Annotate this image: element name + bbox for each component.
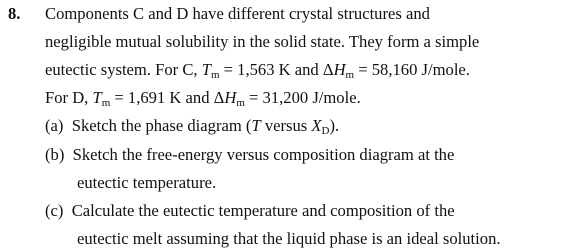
d-tm-value: = 1,691 K and Δ (110, 88, 225, 107)
part-a-versus: versus (260, 116, 312, 135)
c-tm-subscript: m (210, 69, 220, 81)
problem-number: 8. (8, 4, 21, 23)
d-intro: For D, (45, 88, 93, 107)
part-b-text-1: Sketch the free-energy versus composition diagram at the (72, 145, 455, 164)
d-tm-symbol: T (92, 88, 102, 107)
part-b-line-1 (45, 145, 454, 165)
c-intro: eutectic system. For C, (45, 60, 202, 79)
part-a-x-sub: D (321, 125, 330, 137)
c-h-symbol: H (333, 60, 346, 79)
part-b-label: (b) (45, 145, 65, 164)
d-h-symbol: H (224, 88, 237, 107)
part-c-line-1 (45, 201, 455, 221)
c-tm-symbol: T (201, 60, 211, 79)
part-a-x: X (311, 116, 322, 135)
d-h-value: = 31,200 J/mole. (244, 88, 361, 107)
part-a-end: ). (329, 116, 340, 135)
part-a (45, 116, 339, 136)
part-c-label: (c) (45, 201, 64, 220)
part-a-text: Sketch the phase diagram ( (71, 116, 252, 135)
part-a-label: (a) (45, 116, 64, 135)
d-h-subscript: m (236, 97, 245, 109)
problem-line-2: negligible mutual solubility in the solid state. They form a simple (45, 32, 480, 51)
problem-text-1: Components C and D have different crystal structures and (45, 4, 430, 23)
part-b-line-2: eutectic temperature. (77, 173, 217, 192)
part-c-line-2: eutectic melt assuming that the liquid phase is an ideal solution. (77, 229, 501, 248)
c-tm-value: = 1,563 K and Δ (219, 60, 334, 79)
part-a-t: T (251, 116, 261, 135)
part-c-text-1: Calculate the eutectic temperature and composition of the (71, 201, 455, 220)
d-tm-subscript: m (101, 97, 111, 109)
problem-line-4 (45, 88, 361, 108)
c-h-value: = 58,160 J/mole. (354, 60, 470, 79)
c-h-subscript: m (345, 69, 355, 81)
problem-line-3 (45, 60, 470, 80)
